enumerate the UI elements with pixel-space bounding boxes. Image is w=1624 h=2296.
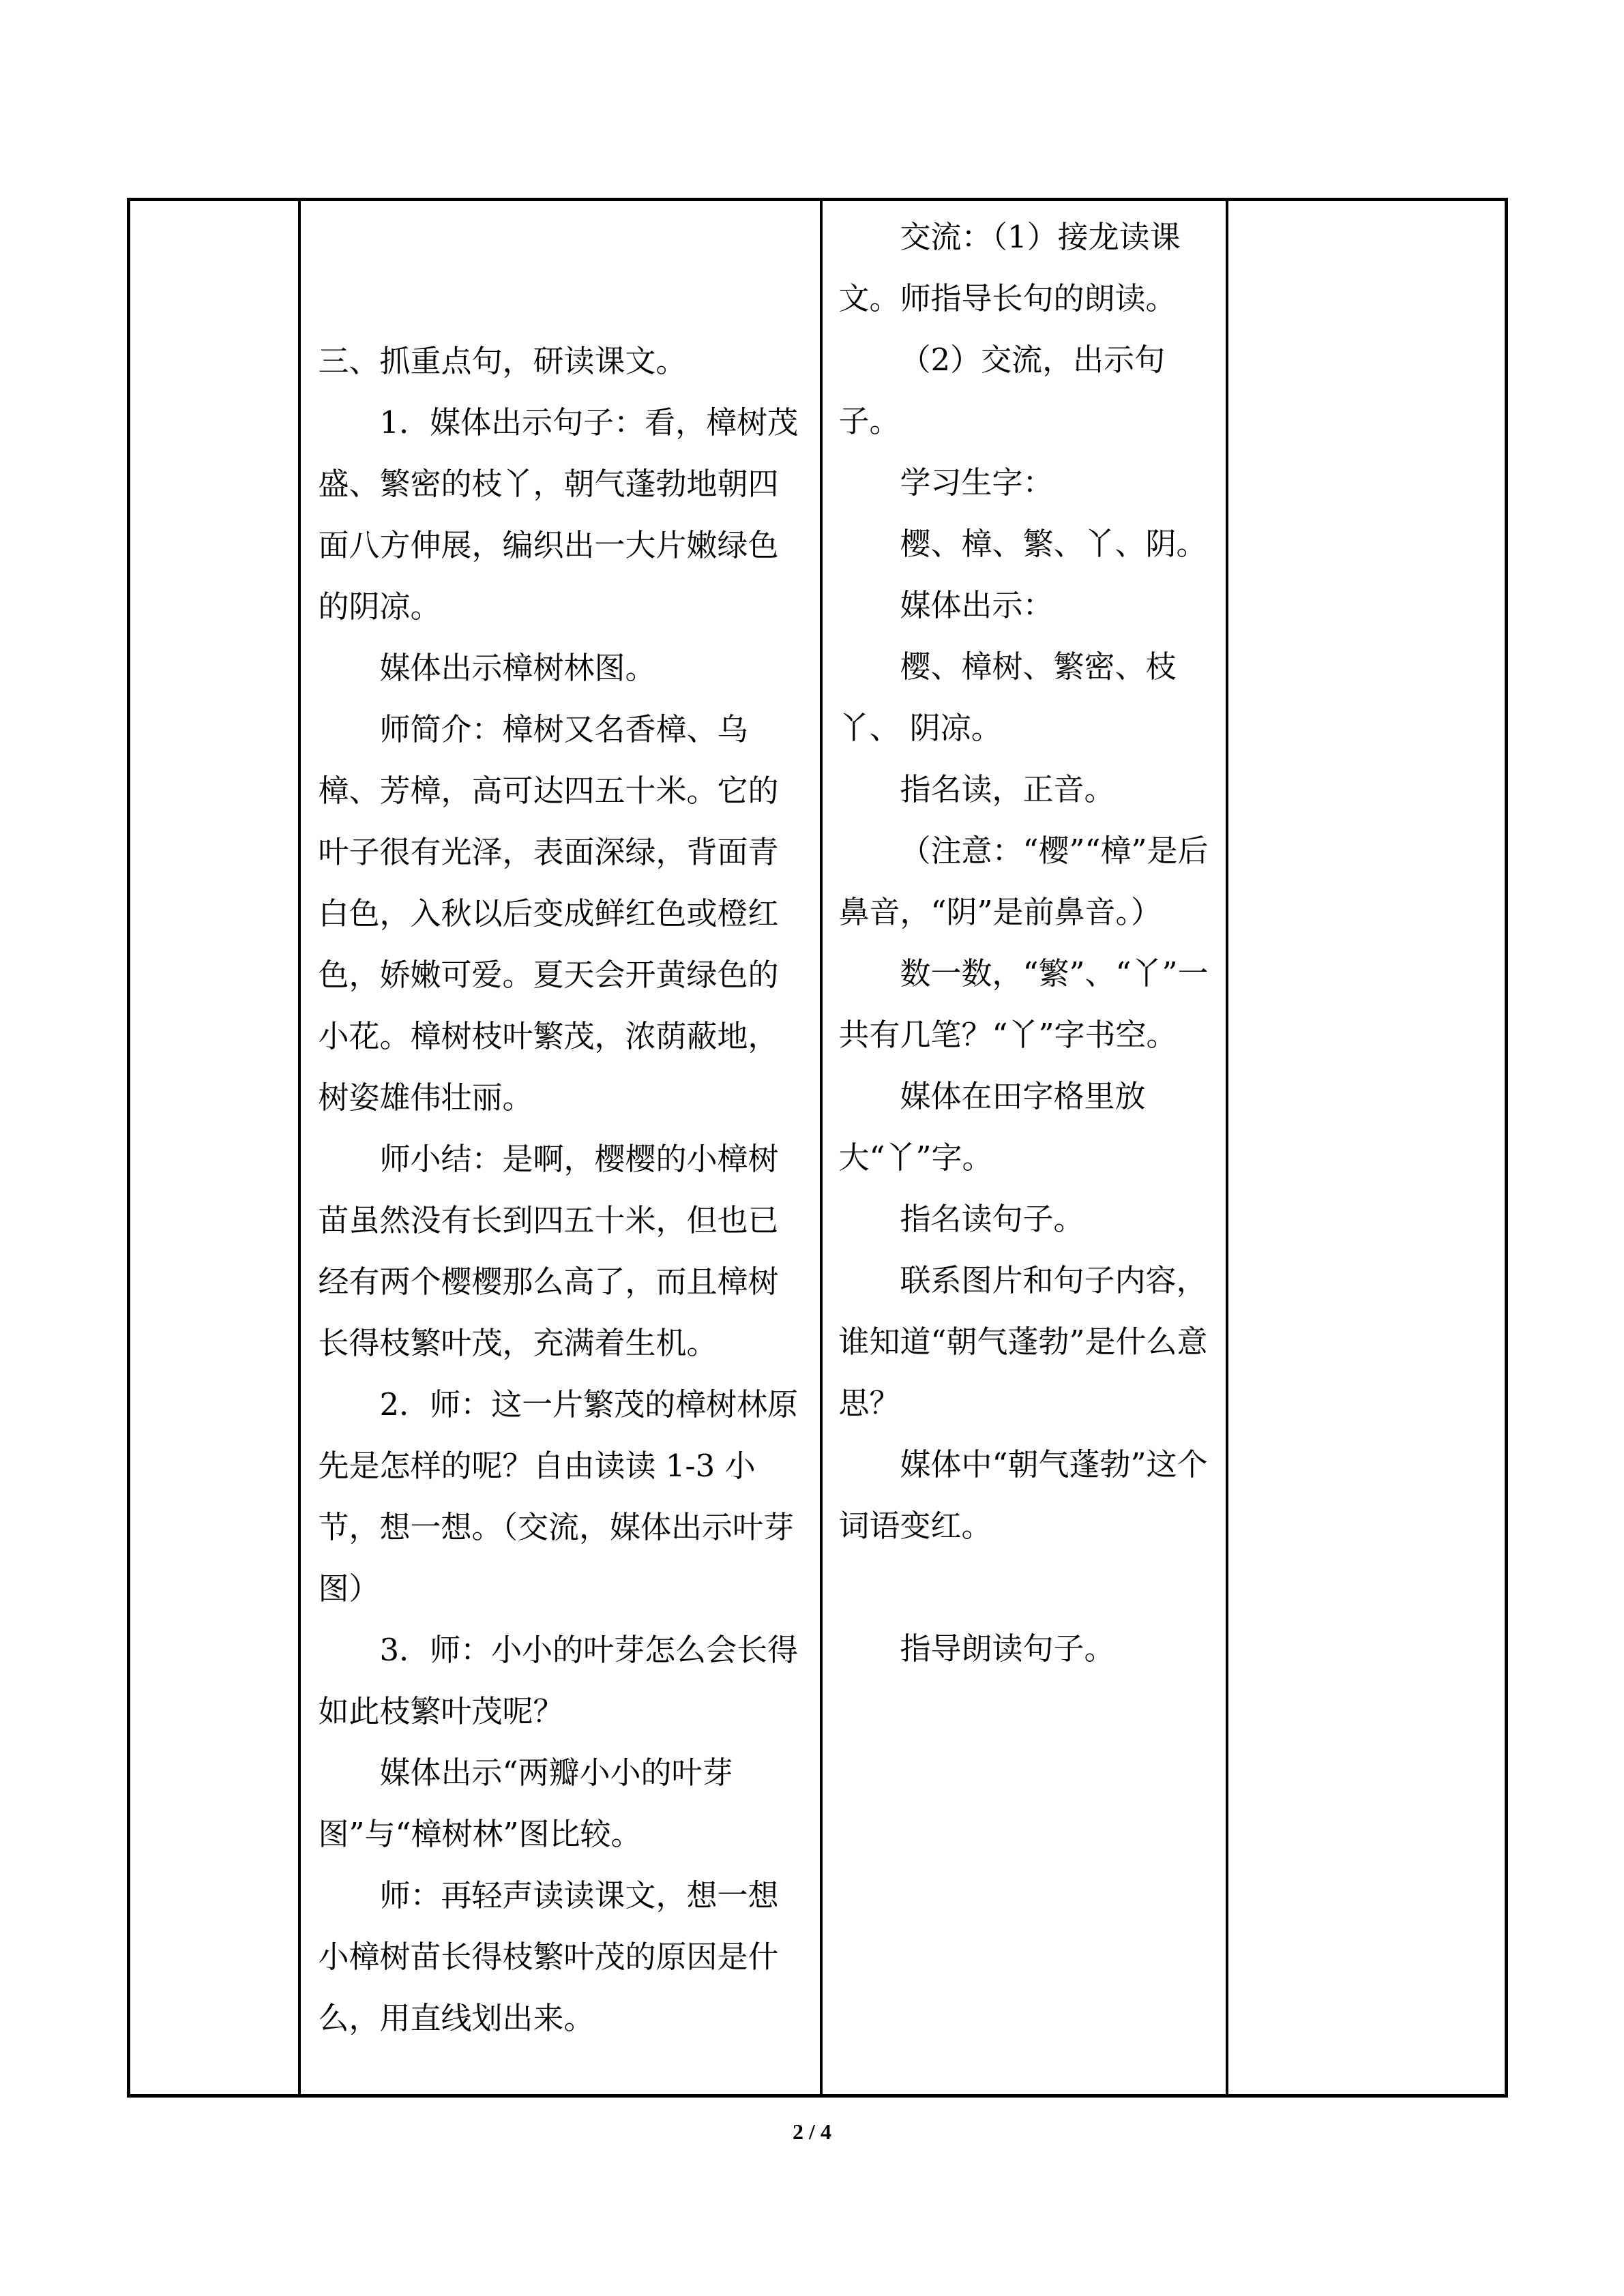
- paragraph: 指名读句子。: [900, 1201, 1084, 1237]
- paragraph: 交流：（1）接龙读课文。师指导长句的朗读。: [838, 219, 1181, 316]
- paragraph: 师：再轻声读读课文，想一想小樟树苗长得枝繁叶茂的原因是什么，用直线划出来。: [318, 1877, 779, 2036]
- paragraph: 樱、樟树、繁密、枝丫、 阴凉。: [838, 648, 1177, 746]
- paragraph: 师简介：樟树又名香樟、乌樟、芳樟，高可达四五十米。它的叶子很有光泽，表面深绿，背面青白色，入秋以后变成鲜红色或橙红色，娇嫩可爱。夏天会开黄绿色的小花。樟树枝叶繁茂，浓荫蔽地，树姿雄伟壮丽。: [318, 711, 779, 1116]
- student-activity-text: [823, 201, 1226, 1680]
- paragraph: 媒体出示“两瓣小小的叶芽图”与“樟树林”图比较。: [318, 1755, 733, 1852]
- paragraph: 数一数，“繁”、“丫”一共有几笔？“丫”字书空。: [838, 955, 1209, 1053]
- teacher-activity-cell: [299, 200, 821, 2096]
- paragraph: 媒体出示樟树林图。: [379, 650, 656, 686]
- empty-cell-right: [1227, 200, 1507, 2096]
- paragraph: 2．师：这一片繁茂的樟树林原先是怎样的呢？自由读读 1-3 小节，想一想。（交流，媒体出示叶芽图）: [318, 1386, 799, 1607]
- paragraph: 媒体在田字格里放大“丫”字。: [838, 1078, 1146, 1176]
- paragraph: 媒体中“朝气蓬勃”这个词语变红。: [838, 1446, 1208, 1544]
- paragraph: （注意：“樱”“樟”是后鼻音，“阴”是前鼻音。）: [838, 833, 1209, 930]
- lesson-plan-table: [127, 198, 1508, 2098]
- paragraph: 师小结：是啊，樱樱的小樟树苗虽然没有长到四五十米，但也已经有两个樱樱那么高了，而且樟树长得枝繁叶茂，充满着生机。: [318, 1141, 779, 1361]
- paragraph: 联系图片和句子内容，谁知道“朝气蓬勃”是什么意思？: [838, 1262, 1208, 1421]
- empty-cell-left: [129, 200, 299, 2096]
- page-number: 2 / 4: [793, 2119, 831, 2144]
- paragraph: （2）交流，出示句子。: [838, 342, 1166, 439]
- paragraph: 3．师：小小的叶芽怎么会长得如此枝繁叶茂呢？: [318, 1632, 799, 1729]
- paragraph: 学习生字：: [900, 464, 1054, 501]
- teacher-activity-text: [301, 201, 820, 2049]
- paragraph: 1．媒体出示句子：看，樟树茂盛、繁密的枝丫，朝气蓬勃地朝四面八方伸展，编织出一大片嫩绿色的阴凉。: [318, 404, 799, 625]
- paragraph: 媒体出示：: [900, 587, 1054, 623]
- paragraph: 樱、樟、繁、丫、阴。: [900, 526, 1207, 562]
- student-activity-cell: [821, 200, 1227, 2096]
- paragraph: 指导朗读句子。: [900, 1630, 1115, 1667]
- paragraph: 指名读，正音。: [900, 771, 1115, 807]
- paragraph: 三、抓重点句，研读课文。: [318, 343, 687, 379]
- table-row: [129, 200, 1507, 2096]
- paragraph: [839, 1557, 1209, 1618]
